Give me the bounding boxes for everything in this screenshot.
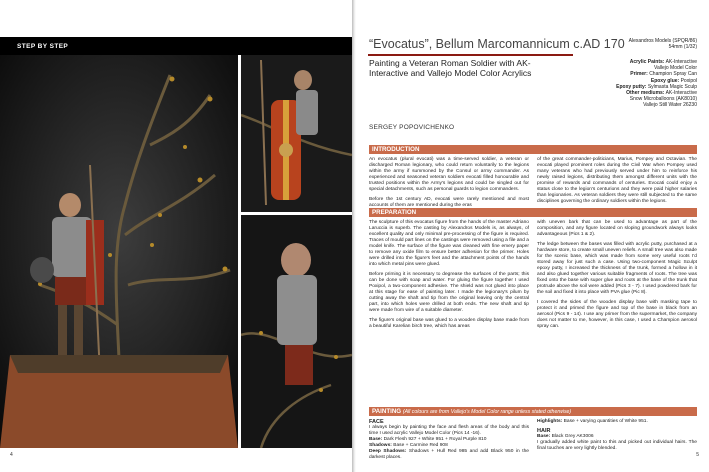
right-page xyxy=(356,0,709,472)
section-painting: PAINTING (All colours are from Vallejo's Model Color range unless stated otherwise) xyxy=(369,407,697,416)
spec-line: Primer: Champion Spray Can xyxy=(630,71,697,78)
page-number-left: 4 xyxy=(10,452,13,458)
step-by-step-header: STEP BY STEP xyxy=(0,37,352,55)
spec-line: Epoxy glue: Poxipol xyxy=(650,77,697,84)
spec-line: Snow Microballoons (AK8010) xyxy=(629,96,697,103)
author-name: SERGEY POPOVICHENKO xyxy=(369,124,455,131)
manufacturer: Alexandros Models (SPQR/86) xyxy=(628,38,697,44)
face-heading: FACE xyxy=(369,419,384,425)
spec-line: Acrylic Paints: AK-Interactive xyxy=(629,59,697,65)
prep-column-2: with uneven bark that can be used to advantage as part of the composition, and any figure located on sloping groundwork always looks advantageous (Pics 1 & 2). The ledge between the bases was filled with acrylic putty, purchased at a hardware store, to create small uneven reliefs. A small tree was also made for the scenic base, which was made from some very useful roots I'd stored away for just such a case. Using two-component Magic Sculpt epoxy putty, I increased the thickness of the trunk, formed a hollow in it and also glued together various suitable fragments of roots. The tree was fixed onto the base with super glue and roots at the base of the trunk that protrude above the soil were added (Pics 3 - 7). I used powdered bark for the soil and fixed it into place with PVA glue (Pic 8). I covered the sides of the wooden display base with masking tape to protect it and primed the figure and top of the base in black from an aerosol (Pics 9 - 14). I use any primer from the supermarket, the company does not matter to me, however, in this case, I used a Champion aerosol spray can. xyxy=(537,220,697,329)
scale: 54mm (1/32) xyxy=(668,44,697,51)
photo-collage xyxy=(0,55,352,448)
painting-column-1: FACE I always begin by painting the face and flesh areas of the body and this time I used acrylic Vallejo Model Color (Pics 14 -16). Base: Dark Flesh 927 + White 951 + Royal Purple 810 Shadows: Base + Carmine Red 908 Deep Shadows: Shadows + Hull Red 985 and add Black 950 in the darkest places. xyxy=(369,419,529,460)
section-preparation: PREPARATION xyxy=(369,208,697,217)
spec-line: Vallejo Model Color xyxy=(654,65,697,72)
top-margin xyxy=(0,0,352,37)
bottom-margin xyxy=(0,448,352,472)
page-number-right: 5 xyxy=(696,452,699,458)
materials-list xyxy=(577,59,697,109)
main-figure-photo xyxy=(0,55,238,448)
left-page xyxy=(0,0,352,472)
hair-heading: HAIR xyxy=(537,428,551,434)
intro-column-1: An evocatus (plural evocati) was a time-served soldier, a veteran or discharged Roman legionary, who could return voluntarily to the legions within the army if summoned by the Consul or army commander. As experienced and seasoned veteran soldiers evocati filled honourable and trusted positions within the Army's legions and could be singled out for special detachments, such as personal guards to legion commanders. Before the 1st century AD, evocati were rarely mentioned and most accounts of them are mentioned during the eras xyxy=(369,157,529,208)
spec-line: Epoxy putty: Sylmasta Magic Sculp xyxy=(616,83,697,90)
section-introduction: INTRODUCTION xyxy=(369,145,697,154)
painting-column-2: Highlights: Base + varying quantities of White 951. HAIR Base: Black Grey AK3006 I gradually added white paint to this and picked out individual hairs. The final touches are very lightly blended. xyxy=(537,419,697,451)
intro-column-2: of the great commander-politicians, Marius, Pompey and Octavian. The evocati played prominent roles during the Civil War when Pompey used many veterans who had previously served under him to reinforce his newly raised legions, distributing them amongst different units with the promise of rewards and commands of centuries. Evocati could enjoy a status close to the legion's centurions and they were paid higher salaries than legionaries. As veteran soldiers they were still subjected to the same disciplines governing the ordinary soldiers within the legions. xyxy=(537,157,697,204)
spec-line: Other mediums: AK-Interactive xyxy=(626,90,697,97)
article-title: “Evocatus”, Bellum Marcomannicum c.AD 170 xyxy=(369,37,625,51)
prep-column-1: The sculpture of this evocatus figure from the hands of the master Adriano Laruccia is superb. The casting by Alexandros Models is, as always, of excellent quality and only minimal pre-processing of the figure is required. Traces of mould part lines on the castings were removed using a file and a model knife. The surface of the figure was cleaned with fine emery paper to remove any oxide film to ensure better adhesion for the primer. Holes were drilled into the figure's feet and the attachment points of the hands into which metal pins were glued. Before priming it is necessary to degrease the surfaces of the parts; this can be done with soap and water. For gluing the figure together I used Poxipol, a two-component adhesive. The shield was not glued into place at this stage for ease of painting later. I made the legionary's pilum by cutting away the shaft and tip from the original leaving only the central part, into which holes were drilled at both ends. The new shaft and tip were made from wire of a suitable diameter. The figure's original base was glued to a wooden display base made from a beautiful Karelian birch tree, which has areas xyxy=(369,220,529,329)
head-closeup-photo xyxy=(241,215,352,448)
article-subtitle: Painting a Veteran Roman Soldier with AK-Interactive and Vallejo Model Color Acrylics xyxy=(369,58,532,78)
photo-divider xyxy=(238,55,241,448)
title-rule xyxy=(368,54,573,56)
photo-divider-horizontal xyxy=(241,212,352,215)
spec-line: Vallejo Still Water 26230 xyxy=(643,102,697,109)
shield-detail-photo xyxy=(241,55,352,212)
kit-header xyxy=(577,38,697,51)
